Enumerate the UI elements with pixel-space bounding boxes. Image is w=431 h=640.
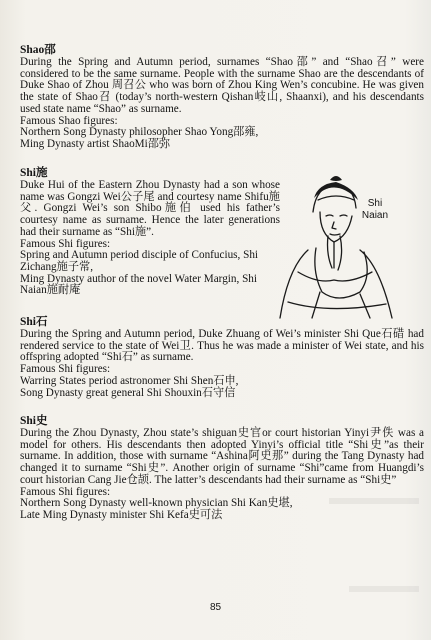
section-heading: Shao邵 [20,44,56,56]
shi-naian-portrait-icon [268,172,428,322]
famous-figure-item: Late Ming Dynasty minister Shi Kefa史可法 [20,508,223,521]
section-heading: Shi史 [20,415,48,427]
famous-figures-label: Famous Shi figures: [20,485,111,498]
famous-figures-label: Famous Shi figures: [20,363,111,376]
famous-figure-item: Ming Dynasty artist ShaoMi邵弥 [20,137,171,150]
famous-figure-item: Warring States period astronomer Shi Shen石申, [20,374,239,387]
page-number: 85 [209,602,222,613]
famous-figure-item: Northern Song Dynasty well-known physician Shi Kan史堪, [20,497,293,510]
section-paragraph: During the Spring and Autumn period, surnames “Shao邵” and “Shao召” were considered to be the same surname. People with the surname Shao are the descendants of Duke Shao of Zhou 周召公 who was born of Zhou King Wen’s concubine. He was given the state of Shao召 (today’s north-western Qishan岐山, Shaanxi), and his descendants used state name “Shao” as surname. [20,56,424,115]
famous-figure-item: Song Dynasty great general Shi Shouxin石守信 [20,386,236,399]
famous-figures-label: Famous Shao figures: [20,114,118,127]
famous-figure-item: Spring and Autumn period disciple of Confucius, Shi Zichang施子常, [20,249,259,273]
section-shi-stone [20,316,424,399]
section-heading: Shi石 [20,316,48,328]
famous-figures-label: Famous Shi figures: [20,237,111,250]
famous-figure-item: Northern Song Dynasty philosopher Shao Yong邵雍, [20,126,259,139]
bleed-through-mark [349,586,419,592]
famous-figure-item: Ming Dynasty author of the novel Water Margin, Shi Naian施耐庵 [20,272,258,297]
section-paragraph: During the Zhou Dynasty, Zhou state’s shiguan史官or court historian Yinyi尹佚 was a model for others. His descendants then adopted Yinyi’s official title “Shi史”as their surname. In addition, those with surname “Ashina阿史那” during the Tang Dynasty had changed it to surname “Shi史”. Another origin of surname “Shi”came from Huangdi’s court historian Cang Jie仓颉. The latter’s descendants had their surname as “Shi史” [20,427,424,486]
section-shi-history [20,415,424,522]
section-paragraph: Duke Hui of the Eastern Zhou Dynasty had a son whose name was Gongzi Wei公子尾 and courtesy name Shifu施父. Gongzi Wei’s son Shibo施伯 used his father’s courtesy name as surname. Hence the later generations had their surname as “Shi施”. [20,179,280,238]
section-shao [20,44,424,151]
section-heading: Shi施 [20,167,48,179]
portrait-caption: Shi Naian [361,198,389,221]
section-paragraph: During the Spring and Autumn period, Duke Zhuang of Wei’s minister Shi Que石碏 had rendered service to the state of Wei卫. Thus he was made a minister of Wei state, and his offspring adopted “Shi石” as surname. [20,328,424,364]
